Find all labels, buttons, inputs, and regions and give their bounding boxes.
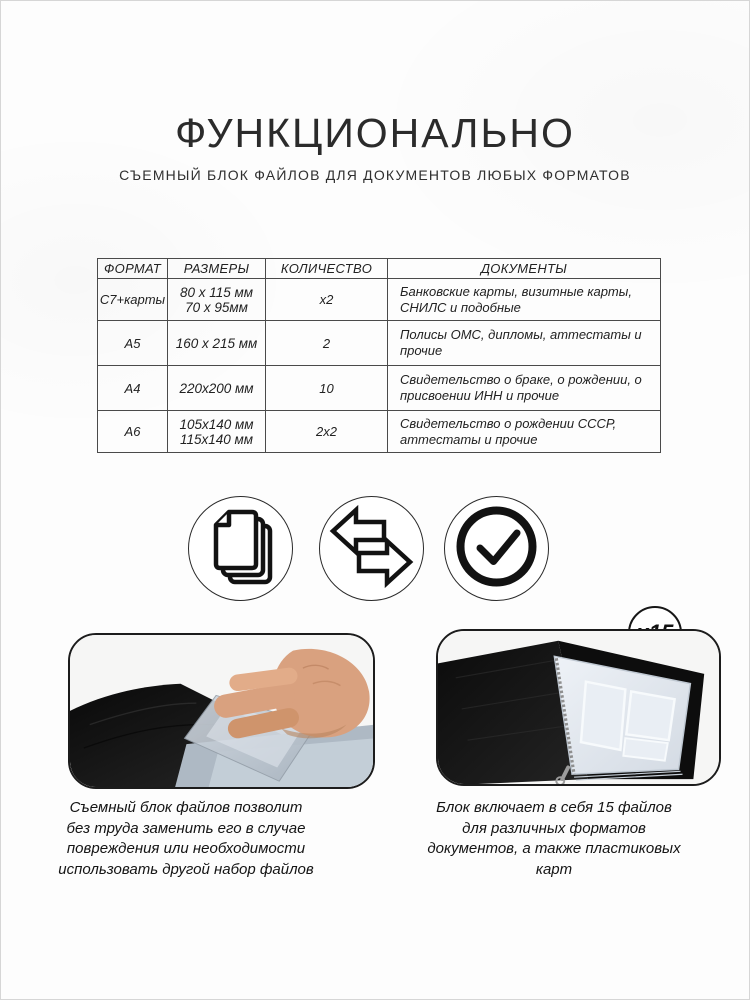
size-line: 115x140 мм xyxy=(179,431,254,447)
files-stack-circle xyxy=(188,496,293,601)
size-line: 70 x 95мм xyxy=(185,299,248,315)
row-quantity: x2 xyxy=(266,279,388,321)
format-spec-table xyxy=(97,258,661,453)
size-line: 220x200 мм xyxy=(179,380,254,396)
left-photo-caption xyxy=(46,798,326,880)
row-quantity: 2 xyxy=(266,321,388,366)
caption-line: повреждения или необходимости xyxy=(66,840,306,857)
transfer-arrows-circle xyxy=(319,496,424,601)
right-photo-caption xyxy=(424,798,684,880)
removing-file-block-illustration xyxy=(70,635,373,787)
transfer-arrows-icon xyxy=(319,494,424,604)
row-sizes xyxy=(168,321,266,366)
caption-line: без труда заменить его в случае xyxy=(66,819,306,837)
row-quantity: 10 xyxy=(266,366,388,411)
row-sizes xyxy=(168,279,266,321)
caption-line: карт xyxy=(535,860,573,878)
caption-line: для различных форматов xyxy=(462,819,646,837)
photo-open-organizer xyxy=(436,629,721,786)
caption-line: Съемный блок файлов позволит xyxy=(69,799,303,816)
row-quantity: 2x2 xyxy=(266,411,388,453)
check-circle-icon xyxy=(444,494,549,604)
caption-line: использовать другой набор файлов xyxy=(58,860,314,878)
size-line: 80 x 115 мм xyxy=(179,284,254,300)
page-title: ФУНКЦИОНАЛЬНО xyxy=(175,110,575,156)
row-sizes xyxy=(168,366,266,411)
col-header-sizes: РАЗМЕРЫ xyxy=(168,259,266,279)
col-header-documents: ДОКУМЕНТЫ xyxy=(388,259,661,279)
size-line: 105x140 мм xyxy=(179,416,254,432)
check-circle xyxy=(444,496,549,601)
files-stack-icon xyxy=(188,494,293,604)
row-documents: Полисы ОМС, дипломы, аттестаты и прочие xyxy=(388,321,661,366)
caption-line: Блок включает в себя 15 файлов xyxy=(436,799,672,816)
caption-line: документов, а также пластиковых xyxy=(427,840,681,857)
row-format: А6 xyxy=(98,411,168,453)
row-format: А4 xyxy=(98,366,168,411)
row-sizes xyxy=(168,411,266,453)
row-documents: Свидетельство о браке, о рождении, о присвоении ИНН и прочие xyxy=(388,366,661,411)
row-documents: Свидетельство о рождении СССР, аттестаты и прочие xyxy=(388,411,661,453)
col-header-quantity: КОЛИЧЕСТВО xyxy=(266,259,388,279)
col-header-format: ФОРМАТ xyxy=(98,259,168,279)
page-subtitle: СЪЕМНЫЙ БЛОК ФАЙЛОВ ДЛЯ ДОКУМЕНТОВ ЛЮБЫХ ФОРМАТОВ xyxy=(119,167,631,183)
row-format: С7+карты xyxy=(98,279,168,321)
row-format: А5 xyxy=(98,321,168,366)
open-organizer-illustration xyxy=(438,631,719,784)
size-line: 160 x 215 мм xyxy=(175,335,258,351)
row-documents: Банковские карты, визитные карты, СНИЛС и подобные xyxy=(388,279,661,321)
photo-removing-file-block xyxy=(68,633,375,789)
